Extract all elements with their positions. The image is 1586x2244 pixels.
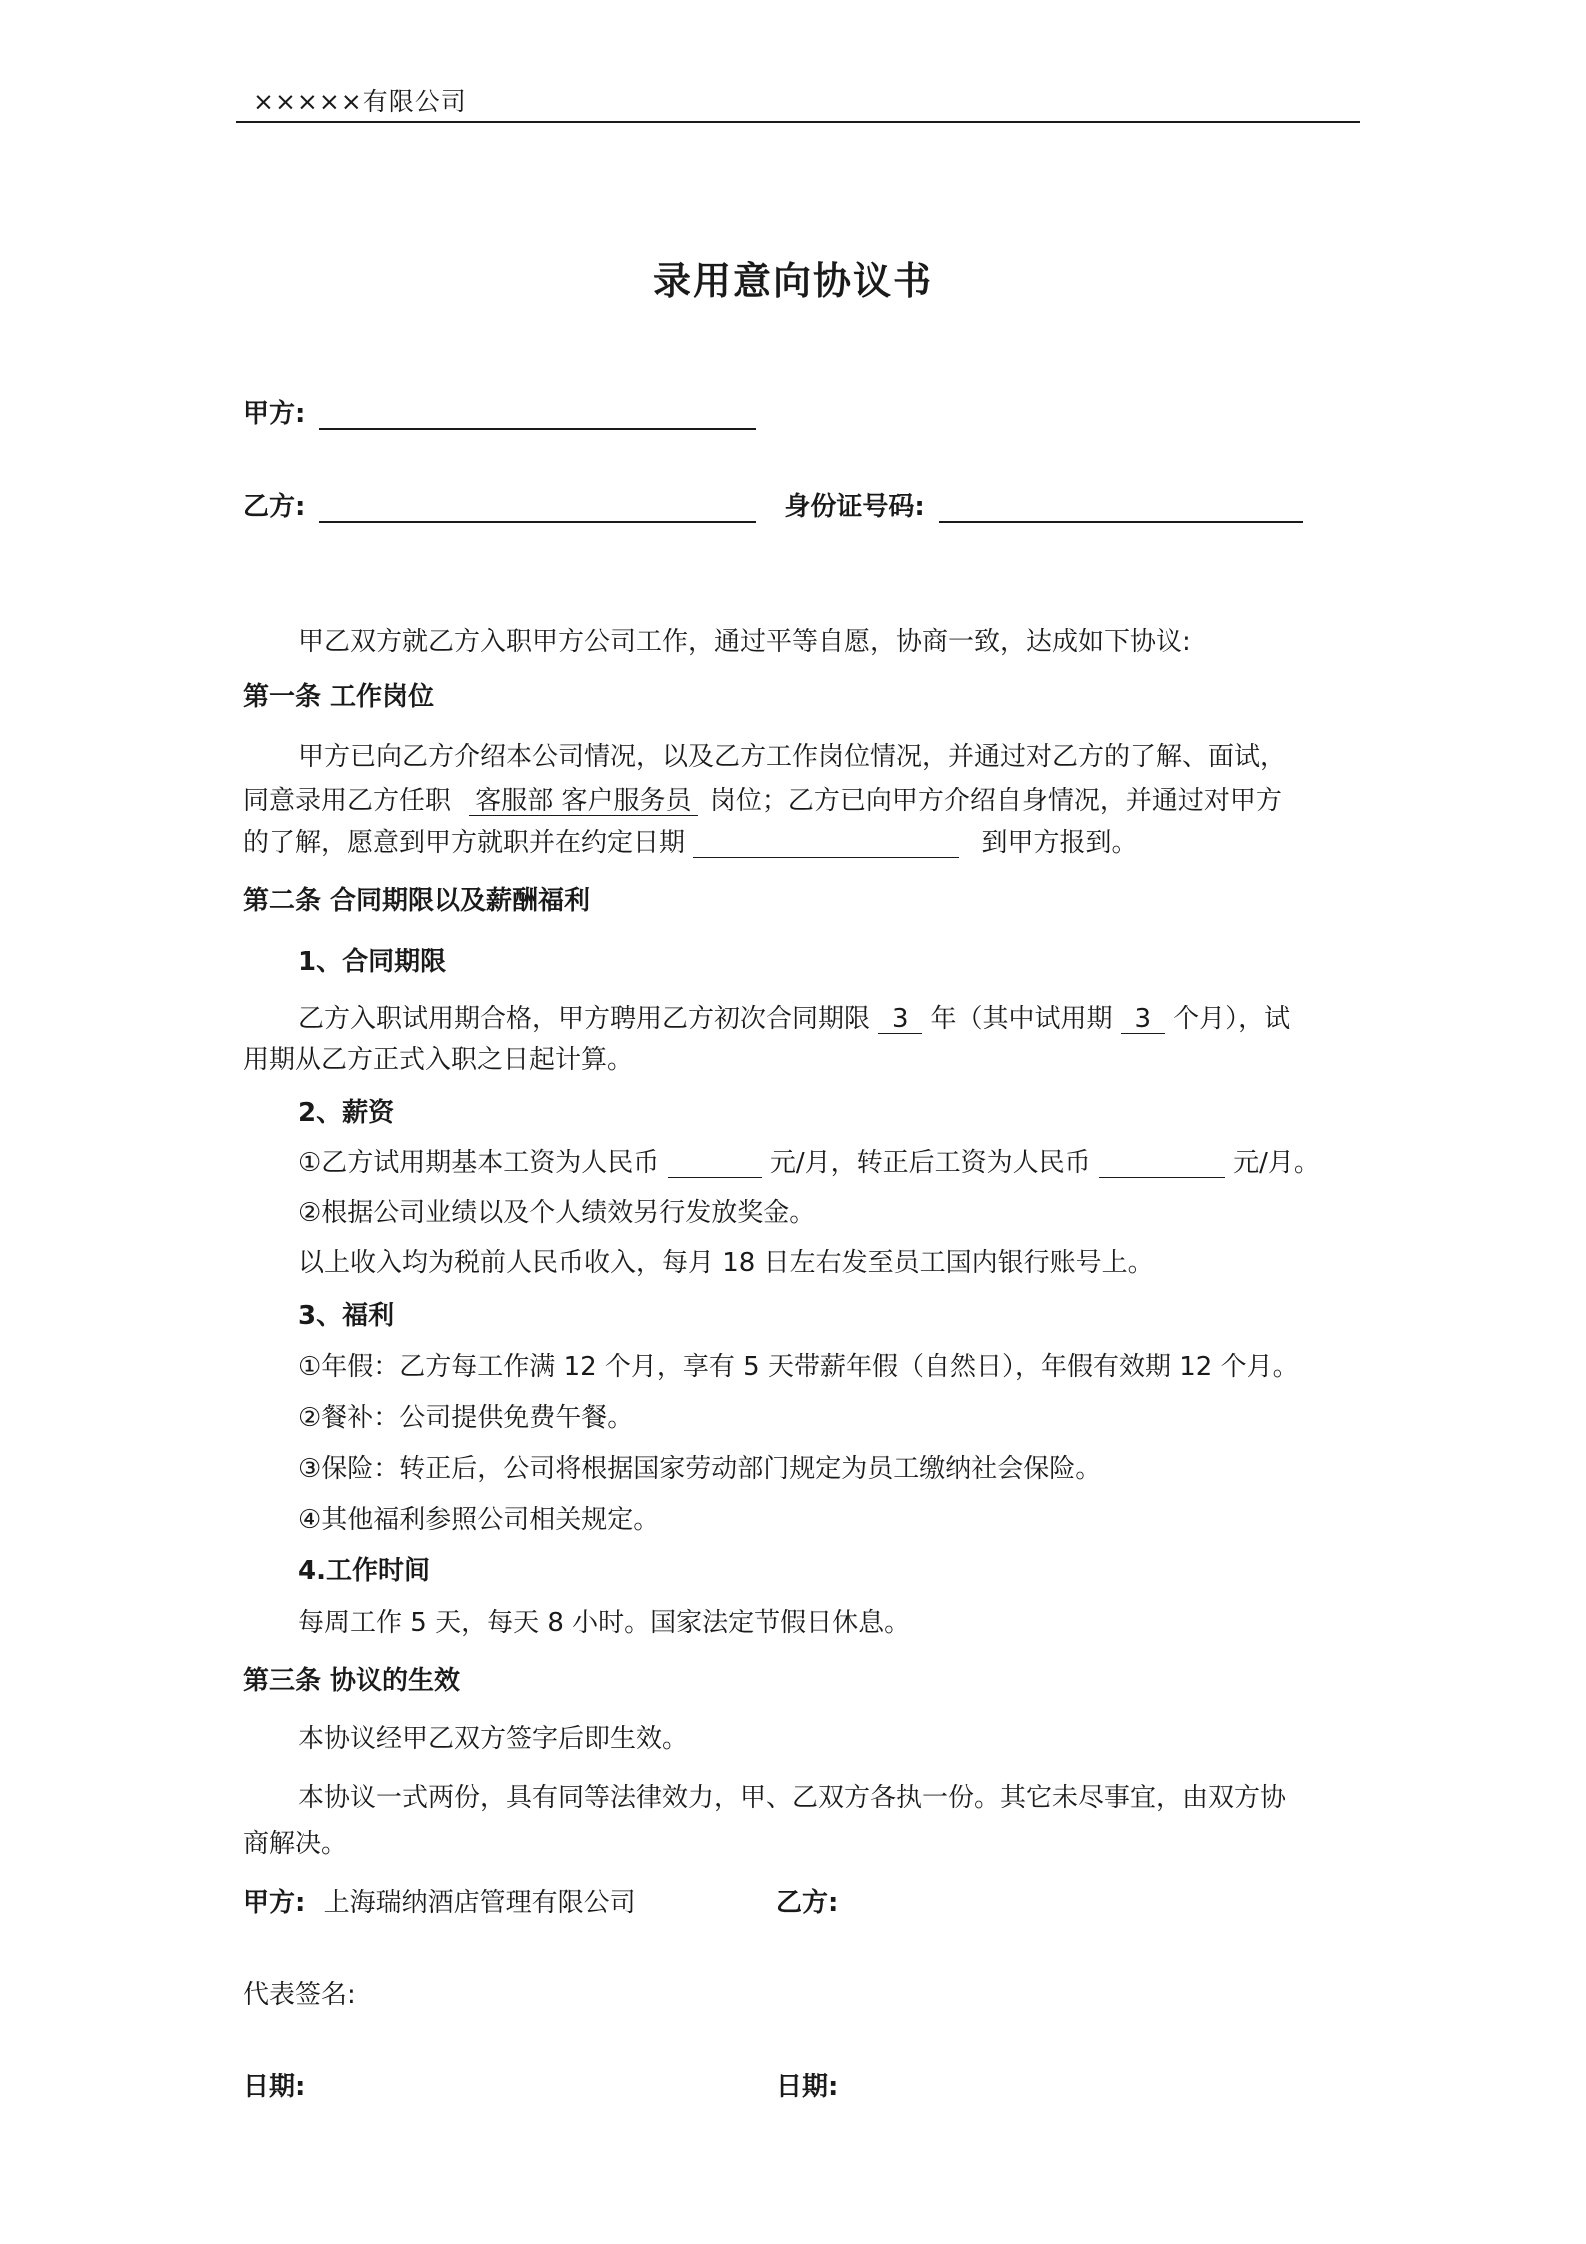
work-hours-line: 每周工作 5 天，每天 8 小时。国家法定节假日休息。	[298, 1608, 911, 1638]
article1-line2-suffix: 岗位；乙方已向甲方介绍自身情况，并通过对甲方	[709, 786, 1282, 816]
article1-line3	[243, 828, 1138, 858]
signature-party-a	[243, 1888, 636, 1918]
benefit-annual-leave: ①年假：乙方每工作满 12 个月，享有 5 天带薪年假（自然日），年假有效期 12 个月。	[298, 1352, 1299, 1382]
party-a-label: 甲方:	[243, 399, 306, 429]
party-b-blank[interactable]	[319, 491, 756, 523]
contract-years-value: 3	[878, 1005, 922, 1034]
article3-heading: 第三条 协议的生效	[243, 1666, 461, 1696]
probation-salary-blank[interactable]	[668, 1151, 762, 1178]
intro-paragraph: 甲乙双方就乙方入职甲方公司工作，通过平等自愿，协商一致，达成如下协议:	[298, 627, 1191, 657]
header-divider	[236, 121, 1360, 123]
sign-party-a-label: 甲方:	[243, 1888, 306, 1918]
party-a-field	[243, 393, 756, 430]
salary-line2: ②根据公司业绩以及个人绩效另行发放奖金。	[298, 1198, 816, 1228]
article1-line2	[243, 786, 1282, 816]
party-b-label: 乙方:	[243, 492, 306, 522]
document-title: 录用意向协议书	[652, 259, 933, 303]
probation-months-value: 3	[1121, 1005, 1165, 1034]
article1-line3-suffix: 到甲方报到。	[981, 828, 1138, 858]
benefits-heading: 3、福利	[298, 1301, 395, 1331]
article3-line2: 本协议一式两份，具有同等法律效力，甲、乙双方各执一份。其它未尽事宜，由双方协	[298, 1783, 1287, 1813]
representative-signature-label: 代表签名:	[243, 1980, 356, 2010]
contract-term-text-a: 乙方入职试用期合格，甲方聘用乙方初次合同期限	[298, 1004, 871, 1034]
sign-party-a-name: 上海瑞纳酒店管理有限公司	[323, 1888, 636, 1918]
article1-heading: 第一条 工作岗位	[243, 682, 435, 712]
article3-line1: 本协议经甲乙双方签字后即生效。	[298, 1724, 689, 1754]
date-a-label: 日期:	[243, 2072, 306, 2102]
article1-line3-prefix: 的了解，愿意到甲方就职并在约定日期	[243, 828, 686, 858]
contract-term-line1	[298, 1004, 1290, 1034]
report-date-blank[interactable]	[693, 831, 959, 858]
work-hours-heading: 4.工作时间	[298, 1556, 430, 1586]
article2-heading: 第二条 合同期限以及薪酬福利	[243, 886, 591, 916]
party-b-field	[243, 486, 1303, 523]
contract-term-text-c: 个月），试	[1173, 1004, 1291, 1034]
article1-line1: 甲方已向乙方介绍本公司情况，以及乙方工作岗位情况，并通过对乙方的了解、面试，	[298, 742, 1287, 772]
article1-line2-prefix: 同意录用乙方任职	[243, 786, 452, 816]
position-value: 客服部 客户服务员	[469, 787, 697, 816]
salary-text-c: 元/月。	[1233, 1148, 1320, 1178]
id-number-blank[interactable]	[939, 491, 1303, 523]
salary-line3: 以上收入均为税前人民币收入，每月 18 日左右发至员工国内银行账号上。	[298, 1248, 1154, 1278]
benefit-other: ④其他福利参照公司相关规定。	[298, 1505, 660, 1535]
regular-salary-blank[interactable]	[1099, 1151, 1225, 1178]
benefit-insurance: ③保险：转正后，公司将根据国家劳动部门规定为员工缴纳社会保险。	[298, 1454, 1102, 1484]
sign-party-b-label: 乙方:	[776, 1888, 839, 1918]
article3-line3: 商解决。	[243, 1829, 348, 1859]
salary-heading: 2、薪资	[298, 1098, 395, 1128]
contract-term-heading: 1、合同期限	[298, 947, 447, 977]
date-b-label: 日期:	[776, 2072, 839, 2102]
salary-line1	[298, 1148, 1320, 1178]
salary-text-a: ①乙方试用期基本工资为人民币	[298, 1148, 660, 1178]
contract-term-line2: 用期从乙方正式入职之日起计算。	[243, 1045, 634, 1075]
contract-term-text-b: 年（其中试用期	[930, 1004, 1113, 1034]
id-number-label: 身份证号码:	[784, 492, 925, 522]
salary-text-b: 元/月，转正后工资为人民币	[769, 1148, 1091, 1178]
party-a-blank[interactable]	[319, 398, 756, 430]
benefit-meal: ②餐补：公司提供免费午餐。	[298, 1403, 634, 1433]
header-company: ×××××有限公司	[253, 87, 467, 116]
